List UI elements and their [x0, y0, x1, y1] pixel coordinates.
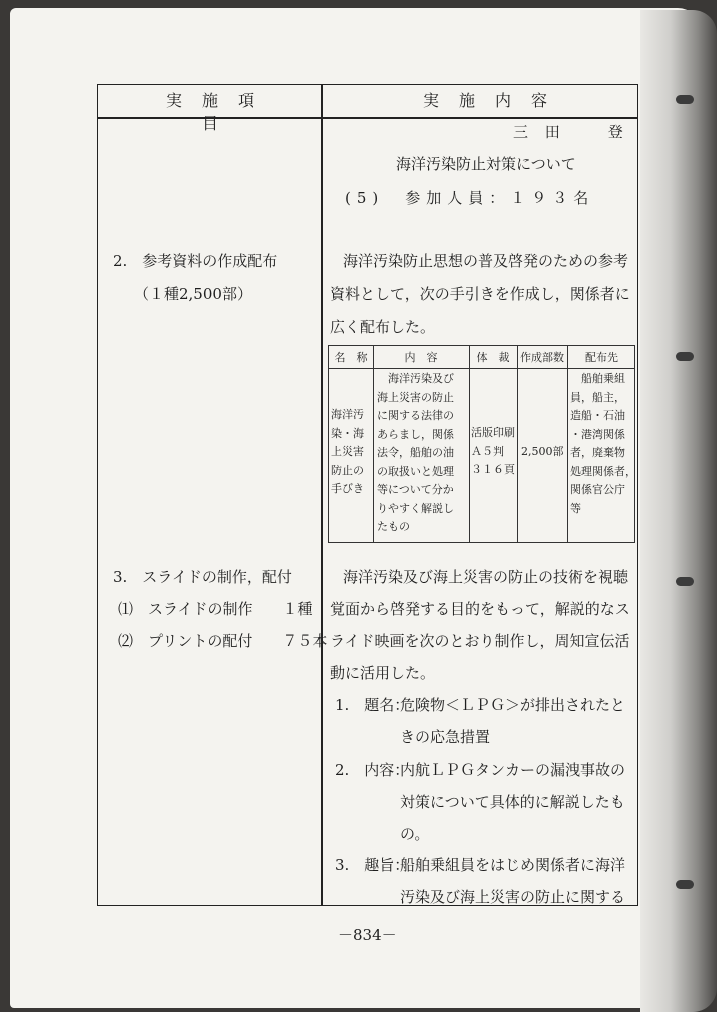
attendance-count: (5) 参加人員：１９３名	[345, 189, 595, 207]
table-col-divider	[517, 346, 518, 542]
binder-ring	[676, 95, 694, 104]
column-divider	[321, 84, 323, 906]
section3-item: ⑴ スライドの制作 １種	[118, 600, 313, 618]
table-cell-content: 海洋汚染及び 海上災害の防止 に関する法律の あらまし，関係 法令，船舶の油 の取扱いと処理 等について分か りやすく解説し たもの	[377, 372, 454, 533]
item-label: 3. 趣旨：	[335, 856, 410, 874]
header-left: 実施項目	[165, 91, 274, 133]
author-name: 三 田 登	[513, 123, 629, 141]
item-text-line: きの応急措置	[400, 728, 491, 746]
item-text-line: 対策について具体的に解説したも	[400, 793, 625, 811]
section3-title: 3. スライドの制作，配付	[113, 568, 292, 586]
item-text-line: 汚染及び海上災害の防止に関する	[400, 888, 626, 906]
section2-text-line: 資料として，次の手引きを作成し，関係者に	[330, 285, 630, 303]
binder-ring	[676, 352, 694, 361]
section3-text-line: 海洋汚染及び海上災害の防止の技術を視聴	[343, 568, 629, 586]
table-col-divider	[469, 346, 470, 542]
section2-title: 2. 参考資料の作成配布	[113, 252, 278, 270]
table-cell-copies: 2,500部	[521, 445, 564, 458]
distribution-table	[328, 345, 635, 543]
table-col-divider	[567, 346, 568, 542]
table-header-cell: 作成部数	[520, 351, 564, 364]
header-right: 実施内容	[422, 91, 567, 110]
lecture-title: 海洋汚染防止対策について	[396, 155, 576, 173]
table-header-cell: 配布先	[585, 351, 618, 364]
table-cell-format: 活版印刷 Ａ５判 ３１６頁	[471, 426, 515, 476]
table-header-cell: 内 容	[404, 351, 438, 364]
page-number: －834－	[338, 926, 397, 944]
item-text-line: 内航ＬＰＧタンカーの漏洩事故の	[400, 761, 626, 779]
page-curl-shadow	[640, 10, 717, 1012]
item-text-line: の。	[400, 825, 430, 843]
table-cell-recipients: 船舶乗組 員，船主， 造船・石油 ・港湾関係 者，廃棄物 処理関係者， 関係官公庁 等	[570, 372, 636, 515]
item-label: 2. 内容：	[335, 761, 410, 779]
table-cell-name: 海洋汚 染・海 上災害 防止の 手びき	[331, 408, 364, 495]
section3-text-line: 動に活用した。	[330, 664, 436, 682]
section3-item: ⑵ プリントの配付 ７５本	[118, 632, 328, 650]
item-label: 1. 題名：	[335, 696, 410, 714]
table-header-cell: 名 称	[334, 351, 368, 364]
section2-text-line: 広く配布した。	[330, 318, 436, 336]
section3-text-line: ライド映画を次のとおり制作し，周知宣伝活	[330, 632, 630, 650]
item-text-line: 船舶乗組員をはじめ関係者に海洋	[400, 856, 626, 874]
item-text-line: 危険物＜ＬＰＧ＞が排出されたと	[400, 696, 626, 714]
section3-text-line: 覚面から啓発する目的をもって，解説的なス	[330, 600, 630, 618]
binder-ring	[676, 577, 694, 586]
table-col-divider	[373, 346, 374, 542]
section2-text-line: 海洋汚染防止思想の普及啓発のための参考	[343, 252, 629, 270]
section2-subtitle: （１種2,500部）	[134, 285, 252, 303]
table-header-divider	[329, 368, 634, 369]
binder-ring	[676, 880, 694, 889]
table-header-cell: 体 裁	[476, 351, 510, 364]
